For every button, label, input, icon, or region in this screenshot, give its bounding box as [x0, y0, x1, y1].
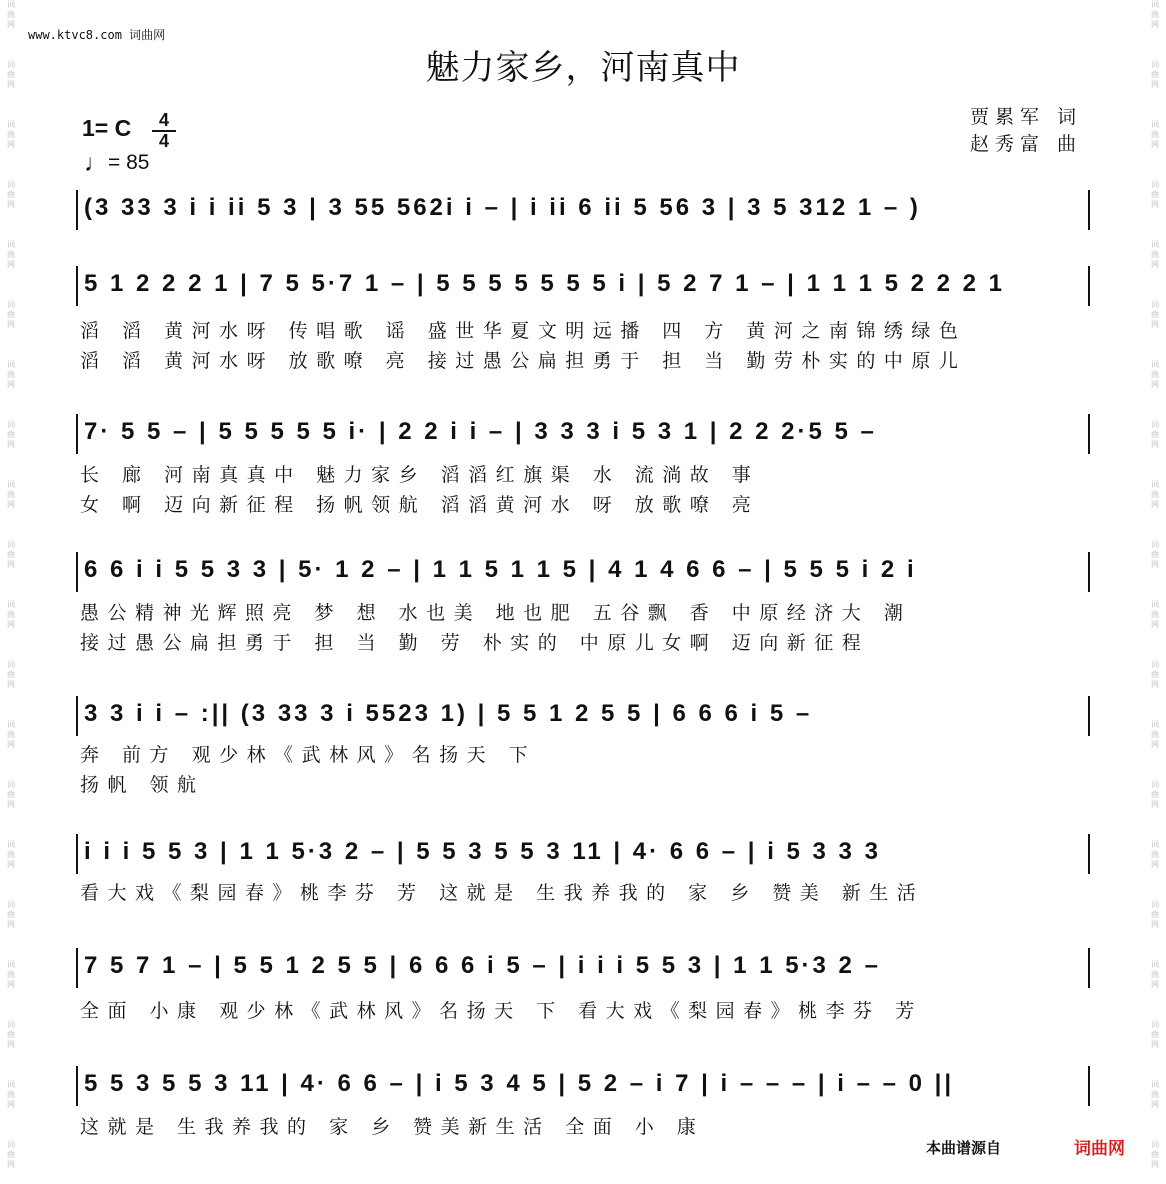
side-watermark-group — [0, 600, 22, 630]
side-watermark-char: 词 — [7, 780, 15, 789]
side-watermark-char: 曲 — [1151, 850, 1159, 859]
side-watermark-char: 词 — [7, 120, 15, 129]
bar-line — [76, 414, 78, 454]
score-system-5 — [76, 696, 1090, 796]
side-watermark-char: 网 — [1151, 200, 1159, 209]
lyrics-verse-2: 女 啊 迈向新征程 扬帆领航 滔滔黄河水 呀 放歌嘹 亮 — [80, 494, 760, 516]
side-watermark-char: 词 — [1151, 720, 1159, 729]
side-watermark-char: 网 — [7, 1100, 15, 1109]
side-watermark-char: 词 — [1151, 960, 1159, 969]
side-watermark-char: 词 — [7, 1020, 15, 1029]
side-watermark-char: 曲 — [7, 130, 15, 139]
footer-source-label: 本曲谱源自 — [926, 1139, 1002, 1157]
side-watermark-char: 曲 — [7, 250, 15, 259]
side-watermark-char: 词 — [1151, 780, 1159, 789]
bar-line — [1088, 1066, 1090, 1106]
side-watermark-char: 网 — [7, 380, 15, 389]
side-watermark-char: 词 — [7, 420, 15, 429]
credits — [970, 104, 1082, 158]
side-watermark-char: 网 — [7, 140, 15, 149]
side-watermark-group — [1144, 240, 1166, 270]
bar-line — [76, 834, 78, 874]
notation-line — [76, 1066, 1090, 1106]
side-watermark-char: 词 — [1151, 60, 1159, 69]
side-watermark-char: 曲 — [7, 1150, 15, 1159]
side-watermark-char: 网 — [7, 500, 15, 509]
side-watermark-char: 词 — [1151, 0, 1159, 9]
score-system-8 — [76, 1066, 1090, 1138]
side-watermark-char: 网 — [7, 680, 15, 689]
side-watermark-char: 曲 — [7, 850, 15, 859]
side-watermark-group — [1144, 1080, 1166, 1110]
side-watermark-char: 词 — [1151, 360, 1159, 369]
score-system-2 — [76, 266, 1090, 372]
side-watermark-char: 词 — [1151, 120, 1159, 129]
side-watermark-char: 网 — [7, 920, 15, 929]
side-watermark-char: 网 — [7, 260, 15, 269]
side-watermark-char: 网 — [7, 620, 15, 629]
score-system-4 — [76, 552, 1090, 654]
side-watermark-group — [1144, 1140, 1166, 1170]
side-watermark-group — [0, 1020, 22, 1050]
side-watermark-char: 词 — [7, 1140, 15, 1149]
side-watermark-char: 网 — [1151, 80, 1159, 89]
side-watermark-char: 曲 — [7, 370, 15, 379]
side-watermark-char: 词 — [1151, 180, 1159, 189]
side-watermark-group — [0, 180, 22, 210]
side-watermark-char: 网 — [1151, 500, 1159, 509]
lyrics-verse-2: 接过愚公扁担勇于 担 当 勤 劳 朴实的 中原儿女啊 迈向新征程 — [80, 632, 870, 654]
side-watermark-group — [0, 900, 22, 930]
side-watermark-char: 曲 — [1151, 10, 1159, 19]
side-watermark-char: 曲 — [7, 70, 15, 79]
side-watermark-char: 网 — [7, 320, 15, 329]
side-watermark-char: 网 — [7, 20, 15, 29]
notation-text: 7 5 7 1 – | 5 5 1 2 5 5 | 6 6 6 i 5 – | i i i 5 5 3 | 1 1 5·3 2 – — [84, 952, 881, 979]
side-watermark-group — [0, 1080, 22, 1110]
side-watermark-char: 曲 — [1151, 1150, 1159, 1159]
bar-line — [1088, 552, 1090, 592]
side-watermark-group — [1144, 480, 1166, 510]
notation-text: 7· 5 5 – | 5 5 5 5 5 i· | 2 2 i i – | 3 3 3 i 5 3 1 | 2 2 2·5 5 – — [84, 418, 877, 445]
side-watermark-group — [1144, 720, 1166, 750]
side-watermark-char: 词 — [7, 1080, 15, 1089]
side-watermark-group — [0, 240, 22, 270]
side-watermark-char: 曲 — [1151, 250, 1159, 259]
side-watermark-char: 网 — [1151, 1040, 1159, 1049]
side-watermark-group — [1144, 840, 1166, 870]
side-watermark-char: 曲 — [1151, 730, 1159, 739]
side-watermark-char: 网 — [1151, 260, 1159, 269]
side-watermark-char: 词 — [7, 660, 15, 669]
bar-line — [1088, 414, 1090, 454]
side-watermark-char: 词 — [1151, 840, 1159, 849]
side-watermark-group — [0, 0, 22, 30]
bar-line — [76, 266, 78, 306]
side-watermark-char: 网 — [7, 560, 15, 569]
time-sig-numerator: 4 — [158, 110, 169, 130]
side-watermark-group — [1144, 600, 1166, 630]
side-watermark-char: 词 — [7, 240, 15, 249]
side-watermark-char: 词 — [1151, 540, 1159, 549]
side-watermark-char: 网 — [1151, 380, 1159, 389]
bar-line — [76, 552, 78, 592]
side-watermark-char: 词 — [7, 900, 15, 909]
bar-line — [1088, 190, 1090, 230]
side-watermark-group — [0, 480, 22, 510]
song-title: 魅力家乡，河南真中 — [425, 48, 741, 88]
side-watermark-group — [0, 360, 22, 390]
side-watermark-char: 词 — [1151, 1140, 1159, 1149]
side-watermark-char: 曲 — [7, 490, 15, 499]
side-watermark-char: 网 — [1151, 740, 1159, 749]
side-watermark-char: 曲 — [7, 1090, 15, 1099]
side-watermark-char: 网 — [7, 440, 15, 449]
side-watermark-char: 曲 — [7, 430, 15, 439]
side-watermark-char: 曲 — [1151, 910, 1159, 919]
notation-text: 6 6 i i 5 5 3 3 | 5· 1 2 – | 1 1 5 1 1 5 | 4 1 4 6 6 – | 5 5 5 i 2 i — [84, 556, 917, 583]
notation-line — [76, 190, 1090, 230]
side-watermark-char: 曲 — [7, 1030, 15, 1039]
side-watermark-group — [1144, 120, 1166, 150]
side-watermark-char: 曲 — [1151, 430, 1159, 439]
side-watermark-char: 词 — [1151, 660, 1159, 669]
lyrics-verse-1: 愚公精神光辉照亮 梦 想 水也美 地也肥 五谷飘 香 中原经济大 潮 — [80, 602, 912, 624]
side-watermark-char: 曲 — [1151, 310, 1159, 319]
side-watermark-char: 网 — [1151, 20, 1159, 29]
time-signature — [152, 112, 176, 150]
side-watermark-group — [0, 540, 22, 570]
side-watermark-char: 网 — [1151, 860, 1159, 869]
lyrics-verse-1: 看大戏《梨园春》桃李芬 芳 这就是 生我养我的 家 乡 赞美 新生活 — [80, 882, 925, 904]
side-watermark-group — [1144, 660, 1166, 690]
footer-brand-link[interactable]: 词曲网 — [1074, 1139, 1125, 1159]
notation-text: 5 1 2 2 2 1 | 7 5 5·7 1 – | 5 5 5 5 5 5 5 i | 5 2 7 1 – | 1 1 1 5 2 2 2 1 — [84, 270, 1006, 297]
side-watermark-char: 曲 — [7, 310, 15, 319]
notation-line — [76, 948, 1090, 988]
side-watermark-char: 曲 — [1151, 70, 1159, 79]
side-watermark-char: 曲 — [7, 190, 15, 199]
side-watermark-char: 词 — [7, 180, 15, 189]
side-watermark-char: 网 — [7, 1040, 15, 1049]
lyrics-verse-1: 这就是 生我养我的 家 乡 赞美新生活 全面 小 康 — [80, 1116, 705, 1138]
quarter-note-icon: ♩ — [84, 150, 108, 177]
side-watermark-char: 网 — [1151, 800, 1159, 809]
side-watermark-char: 曲 — [1151, 970, 1159, 979]
side-watermark-group — [0, 420, 22, 450]
tempo-marking — [84, 150, 149, 178]
notation-line — [76, 266, 1090, 306]
side-watermark-char: 网 — [7, 800, 15, 809]
side-watermark-group — [1144, 960, 1166, 990]
side-watermark-char: 曲 — [1151, 790, 1159, 799]
side-watermark-char: 曲 — [1151, 130, 1159, 139]
side-watermark-char: 曲 — [7, 910, 15, 919]
side-watermark-group — [1144, 900, 1166, 930]
bar-line — [76, 948, 78, 988]
bar-line — [1088, 266, 1090, 306]
side-watermark-char: 词 — [1151, 420, 1159, 429]
lyrics-verse-1: 滔 滔 黄河水呀 传唱歌 谣 盛世华夏文明远播 四 方 黄河之南锦绣绿色 — [80, 320, 967, 342]
side-watermark-char: 曲 — [7, 730, 15, 739]
side-watermark-group — [1144, 1020, 1166, 1050]
side-watermark-char: 网 — [1151, 320, 1159, 329]
side-watermark-group — [0, 780, 22, 810]
notation-text: 3 3 i i – :|| (3 33 3 i 5523 1) | 5 5 1 2 5 5 | 6 6 6 i 5 – — [84, 700, 813, 727]
lyricist-credit: 贾累军 词 — [969, 106, 1082, 128]
right-watermark-strip — [1144, 0, 1166, 1184]
lyrics-verse-1: 长 廊 河南真真中 魅力家乡 滔滔红旗渠 水 流淌故 事 — [80, 464, 760, 486]
side-watermark-char: 网 — [1151, 560, 1159, 569]
tempo-value: = 85 — [108, 151, 150, 174]
side-watermark-char: 网 — [1151, 980, 1159, 989]
key-signature: 1= C — [82, 115, 132, 141]
side-watermark-group — [0, 660, 22, 690]
side-watermark-group — [0, 120, 22, 150]
side-watermark-char: 词 — [1151, 300, 1159, 309]
side-watermark-group — [1144, 180, 1166, 210]
score-system-3 — [76, 414, 1090, 516]
side-watermark-char: 词 — [7, 360, 15, 369]
side-watermark-char: 词 — [7, 960, 15, 969]
side-watermark-group — [1144, 0, 1166, 30]
side-watermark-char: 曲 — [1151, 190, 1159, 199]
side-watermark-char: 网 — [1151, 440, 1159, 449]
side-watermark-char: 网 — [1151, 140, 1159, 149]
left-watermark-strip — [0, 0, 22, 1184]
side-watermark-group — [0, 960, 22, 990]
score-system-1 — [76, 190, 1090, 230]
notation-text: 5 5 3 5 5 3 11 | 4· 6 6 – | i 5 3 4 5 | 5 2 – i 7 | i – – – | i – – 0 || — [84, 1070, 955, 1097]
side-watermark-group — [1144, 540, 1166, 570]
side-watermark-group — [1144, 360, 1166, 390]
side-watermark-group — [1144, 420, 1166, 450]
side-watermark-char: 词 — [7, 60, 15, 69]
side-watermark-char: 曲 — [7, 790, 15, 799]
side-watermark-char: 网 — [1151, 680, 1159, 689]
side-watermark-group — [1144, 780, 1166, 810]
side-watermark-char: 网 — [7, 740, 15, 749]
side-watermark-char: 曲 — [1151, 610, 1159, 619]
side-watermark-char: 词 — [7, 540, 15, 549]
side-watermark-char: 网 — [7, 1160, 15, 1169]
bar-line — [1088, 834, 1090, 874]
side-watermark-char: 网 — [7, 860, 15, 869]
side-watermark-char: 网 — [1151, 1160, 1159, 1169]
bar-line — [1088, 948, 1090, 988]
side-watermark-char: 词 — [7, 600, 15, 609]
side-watermark-char: 词 — [1151, 900, 1159, 909]
score-system-7 — [76, 948, 1090, 1022]
side-watermark-char: 词 — [1151, 1020, 1159, 1029]
side-watermark-char: 网 — [1151, 620, 1159, 629]
bar-line — [1088, 696, 1090, 736]
side-watermark-char: 词 — [1151, 240, 1159, 249]
score-system-6 — [76, 834, 1090, 904]
notation-line — [76, 696, 1090, 736]
side-watermark-char: 曲 — [7, 670, 15, 679]
side-watermark-char: 曲 — [1151, 370, 1159, 379]
side-watermark-group — [1144, 300, 1166, 330]
lyrics-verse-1: 奔 前方 观少林《武林风》名扬天 下 — [80, 744, 537, 766]
side-watermark-char: 词 — [1151, 600, 1159, 609]
side-watermark-char: 网 — [7, 980, 15, 989]
side-watermark-char: 曲 — [7, 610, 15, 619]
side-watermark-group — [0, 840, 22, 870]
notation-line — [76, 834, 1090, 874]
side-watermark-char: 曲 — [7, 970, 15, 979]
site-url: www.ktvc8.com 词曲网 — [28, 28, 166, 42]
time-sig-denominator: 4 — [158, 131, 169, 151]
side-watermark-char: 曲 — [1151, 1030, 1159, 1039]
bar-line — [76, 696, 78, 736]
side-watermark-char: 词 — [7, 840, 15, 849]
bar-line — [76, 190, 78, 230]
side-watermark-char: 词 — [1151, 1080, 1159, 1089]
lyrics-verse-2: 扬帆 领航 — [80, 774, 205, 796]
side-watermark-char: 曲 — [7, 550, 15, 559]
side-watermark-char: 词 — [7, 0, 15, 9]
side-watermark-char: 曲 — [1151, 670, 1159, 679]
notation-line — [76, 552, 1090, 592]
side-watermark-char: 网 — [1151, 920, 1159, 929]
lyrics-verse-2: 滔 滔 黄河水呀 放歌嘹 亮 接过愚公扁担勇于 担 当 勤劳朴实的中原儿 — [80, 350, 967, 372]
notation-text: (3 33 3 i i ii 5 3 | 3 55 562i i – | i ii 6 ii 5 56 3 | 3 5 312 1 – ) — [84, 194, 921, 221]
composer-credit: 赵秀富 曲 — [969, 133, 1082, 155]
side-watermark-char: 曲 — [1151, 1090, 1159, 1099]
side-watermark-char: 曲 — [1151, 550, 1159, 559]
notation-line — [76, 414, 1090, 454]
side-watermark-group — [0, 720, 22, 750]
side-watermark-char: 曲 — [7, 10, 15, 19]
side-watermark-char: 词 — [1151, 480, 1159, 489]
bar-line — [76, 1066, 78, 1106]
side-watermark-char: 网 — [7, 200, 15, 209]
side-watermark-char: 词 — [7, 720, 15, 729]
side-watermark-char: 词 — [7, 480, 15, 489]
side-watermark-char: 网 — [1151, 1100, 1159, 1109]
side-watermark-group — [0, 1140, 22, 1170]
notation-text: i i i 5 5 3 | 1 1 5·3 2 – | 5 5 3 5 5 3 11 | 4· 6 6 – | i 5 3 3 3 — [84, 838, 881, 865]
lyrics-verse-1: 全面 小康 观少林《武林风》名扬天 下 看大戏《梨园春》桃李芬 芳 — [80, 1000, 923, 1022]
side-watermark-char: 词 — [7, 300, 15, 309]
side-watermark-group — [0, 300, 22, 330]
side-watermark-char: 曲 — [1151, 490, 1159, 499]
side-watermark-char: 网 — [7, 80, 15, 89]
